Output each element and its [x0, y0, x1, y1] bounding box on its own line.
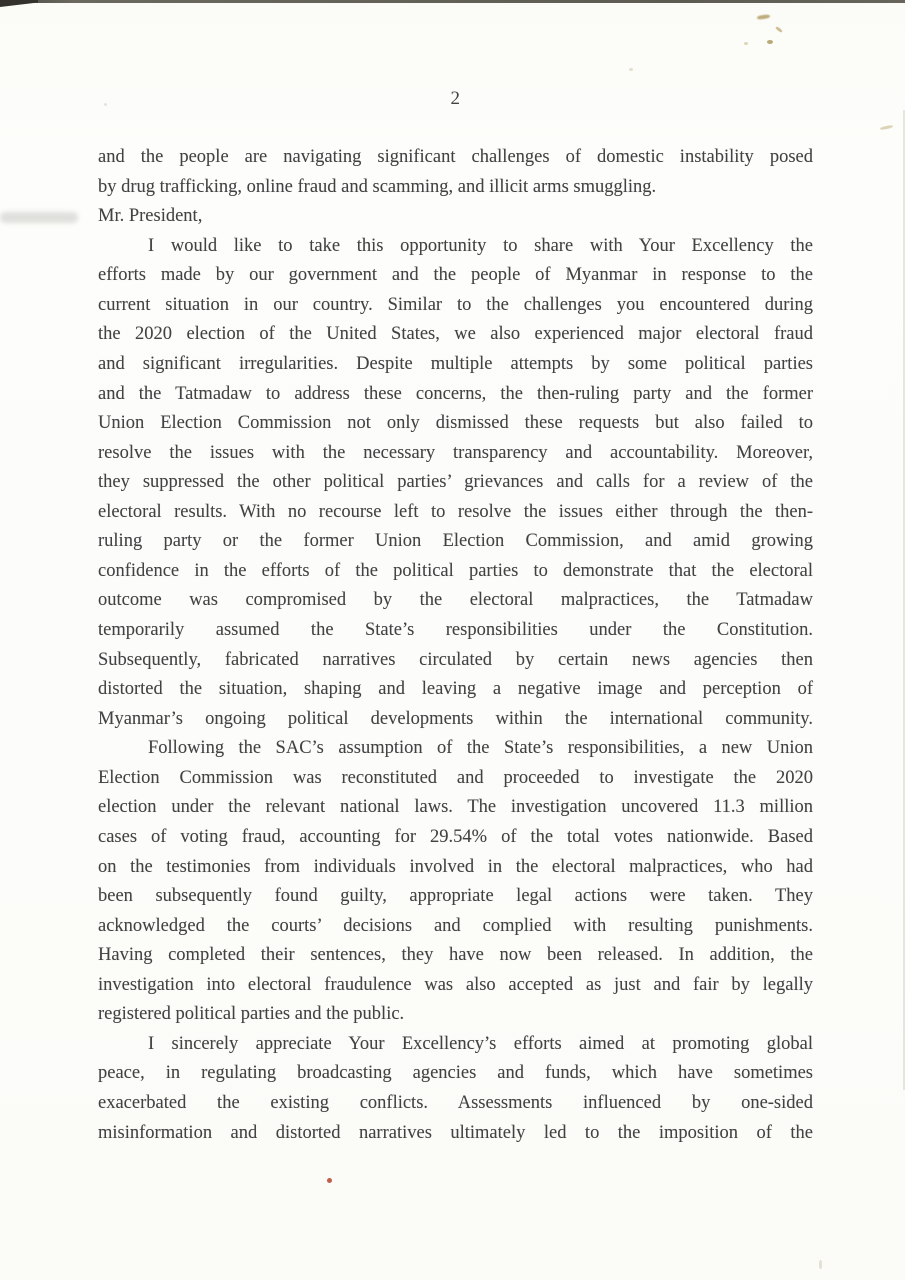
letter-text-line: resolve the issues with the necessary transparency and accountability. Moreover,	[98, 442, 813, 463]
letter-text-line: confidence in the efforts of the political parties to demonstrate that the electoral	[98, 560, 813, 581]
letter-text-line: electoral results. With no recourse left to resolve the issues either through the then-	[98, 501, 813, 522]
paper-speckle	[757, 14, 770, 20]
paper-speckle	[744, 42, 748, 45]
letter-text-line: Union Election Commission not only dismissed these requests but also failed to	[98, 413, 813, 434]
letter-text-line: and significant irregularities. Despite multiple attempts by some political parties	[98, 353, 813, 374]
scan-edge-artifact	[0, 0, 905, 3]
letter-text-line: acknowledged the courts’ decisions and complied with resulting punishments.	[98, 915, 813, 936]
letter-text-line: efforts made by our government and the people of Myanmar in response to the	[98, 265, 813, 286]
letter-text-line: election under the relevant national laws. The investigation uncovered 11.3 million	[98, 797, 813, 818]
paper-speckle	[880, 125, 893, 131]
letter-text-line: Mr. President,	[98, 206, 203, 227]
letter-text-line: misinformation and distorted narratives ultimately led to the imposition of the	[98, 1122, 813, 1143]
red-ink-dot	[327, 1178, 332, 1183]
paper-speckle	[775, 26, 783, 33]
letter-text-line: outcome was compromised by the electoral malpractices, the Tatmadaw	[98, 590, 813, 611]
letter-text-line: been subsequently found guilty, appropriate legal actions were taken. They	[98, 886, 813, 907]
paper-speckle	[767, 40, 773, 44]
letter-text-line: Having completed their sentences, they have now been released. In addition, the	[98, 945, 813, 966]
letter-text-line: they suppressed the other political parties’ grievances and calls for a review of the	[98, 472, 813, 493]
letter-text-line: I sincerely appreciate Your Excellency’s efforts aimed at promoting global	[148, 1033, 813, 1054]
letter-body-text	[98, 143, 813, 1148]
letter-text-line: registered political parties and the public.	[98, 1004, 405, 1025]
letter-text-line: by drug trafficking, online fraud and scamming, and illicit arms smuggling.	[98, 176, 657, 197]
letter-text-line: Subsequently, fabricated narratives circulated by certain news agencies then	[98, 649, 813, 670]
letter-text-line: and the Tatmadaw to address these concerns, the then-ruling party and the former	[98, 383, 813, 404]
paper-speckle	[819, 1260, 822, 1269]
letter-text-line: and the people are navigating significant challenges of domestic instability posed	[98, 147, 813, 167]
letter-text-line: peace, in regulating broadcasting agencies and funds, which have sometimes	[98, 1063, 813, 1084]
left-margin-smudge	[0, 212, 78, 223]
letter-text-line: distorted the situation, shaping and leaving a negative image and perception of	[98, 679, 813, 700]
page-number: 2	[450, 88, 461, 109]
letter-text-line: cases of voting fraud, accounting for 29.54% of the total votes nationwide. Based	[98, 826, 813, 847]
scan-edge-corner-artifact	[0, 0, 38, 7]
paper-speckle	[629, 68, 633, 71]
letter-text-line: on the testimonies from individuals involved in the electoral malpractices, who had	[98, 856, 813, 877]
letter-text-line: I would like to take this opportunity to share with Your Excellency the	[148, 235, 813, 256]
letter-text-line: exacerbated the existing conflicts. Assessments influenced by one-sided	[98, 1093, 813, 1113]
letter-text-line: temporarily assumed the State’s responsibilities under the Constitution.	[98, 620, 813, 640]
letter-text-line: Following the SAC’s assumption of the State’s responsibilities, a new Union	[148, 738, 813, 759]
letter-text-line: the 2020 election of the United States, we also experienced major electoral fraud	[98, 324, 813, 345]
letter-text-line: ruling party or the former Union Election Commission, and amid growing	[98, 531, 813, 552]
letter-text-line: Election Commission was reconstituted and proceeded to investigate the 2020	[98, 767, 813, 788]
letter-text-line: current situation in our country. Similar to the challenges you encountered during	[98, 294, 813, 315]
letter-text-line: investigation into electoral fraudulence was also accepted as just and fair by legally	[98, 974, 813, 995]
letter-text-line: Myanmar’s ongoing political developments within the international community.	[98, 708, 813, 729]
